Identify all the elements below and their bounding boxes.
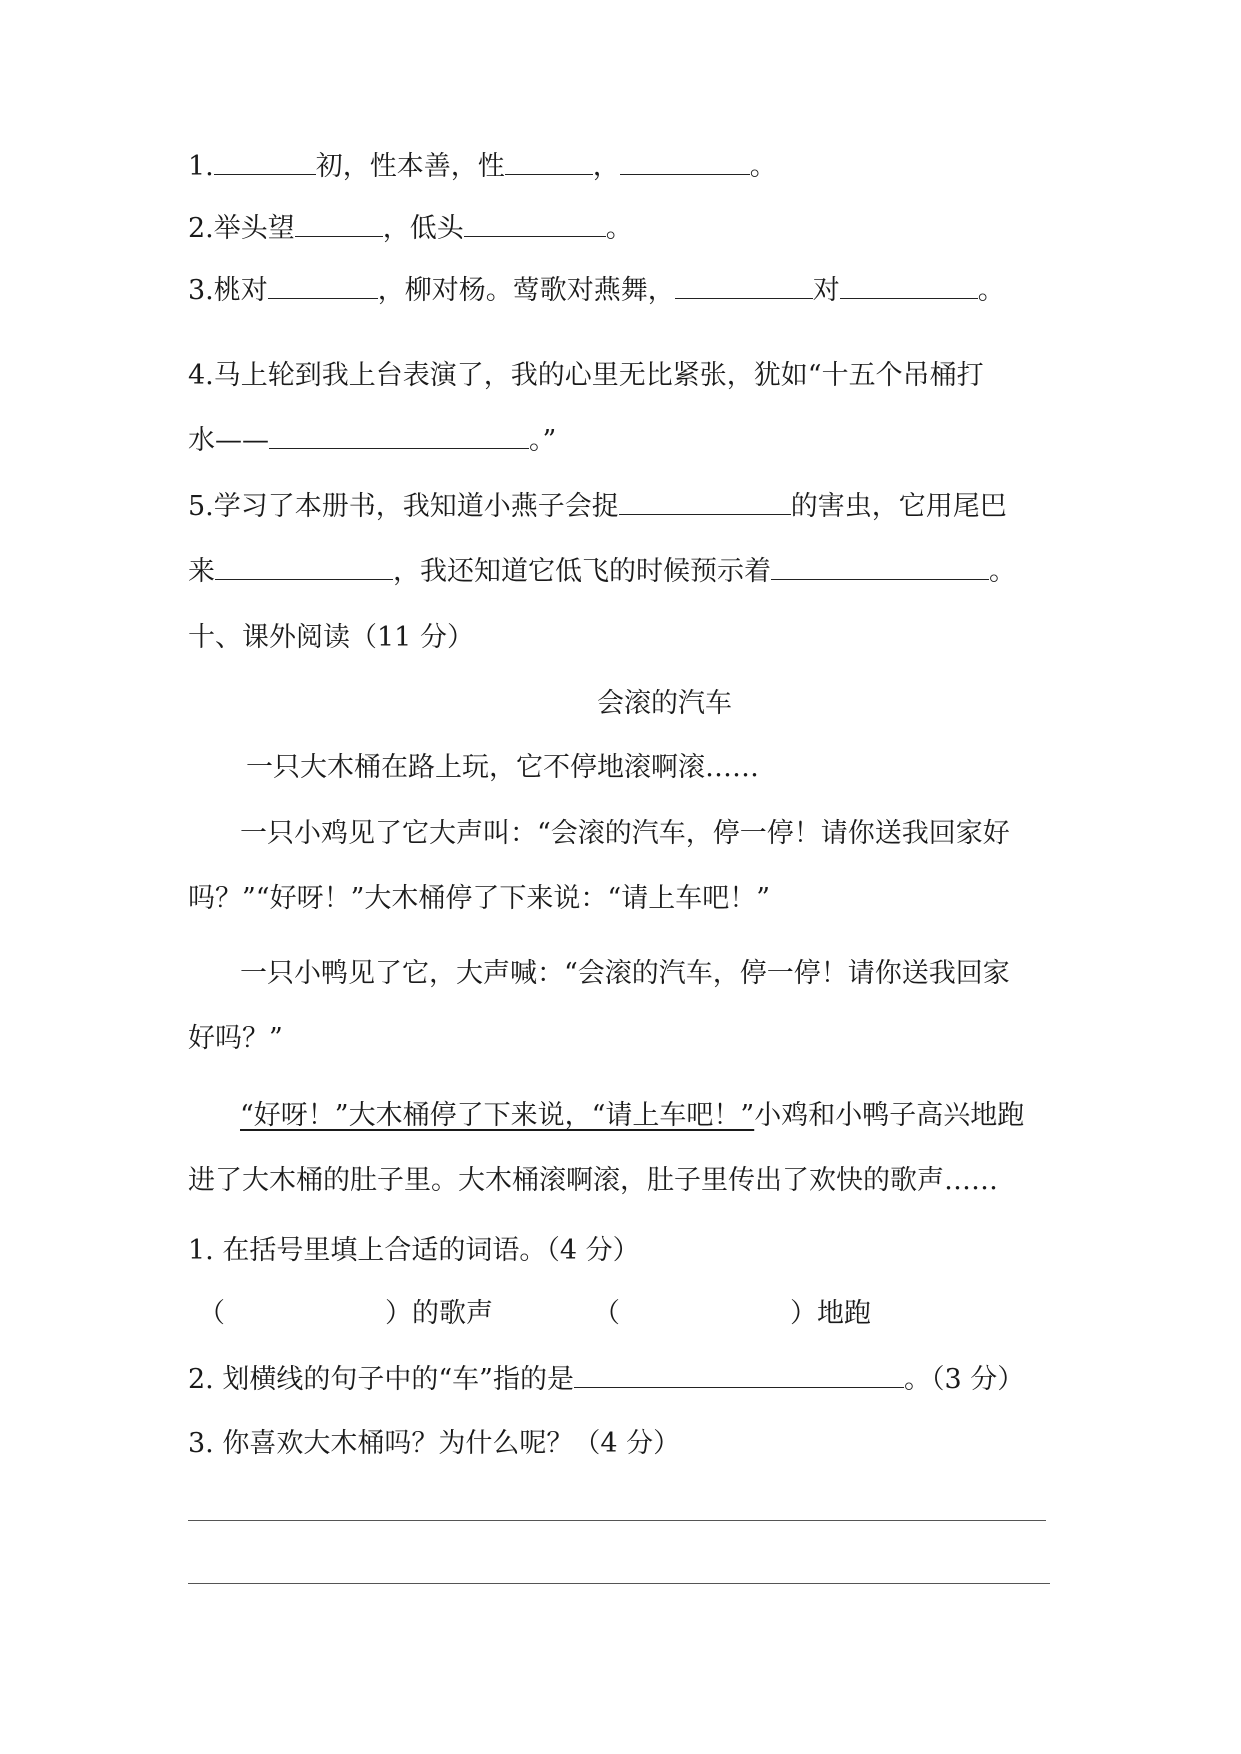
fill-q4-line1: 4.马上轮到我上台表演了，我的心里无比紧张，犹如“十五个吊桶打 [188,360,984,391]
q2-text-a: 举头望 [213,213,295,244]
paren-open-1: （ [198,1298,225,1329]
q3-text-c: 对 [812,275,840,306]
answer-line-1[interactable] [188,1520,1046,1521]
story-p4-rest: 小鸡和小鸭子高兴地跑 [754,1100,1025,1131]
q3-number: 3. [188,275,214,306]
q3-text-a: 桃对 [213,275,268,306]
fill-q3 [188,274,1005,307]
question-1-answers [198,1298,871,1330]
q5-text-e: 。 [989,556,1016,587]
q4-text-a: 水—— [188,425,269,456]
paren-close-1: ）的歌声 [385,1298,493,1329]
question-2 [188,1363,1024,1396]
q3-text-d: 。 [977,275,1005,306]
story-p3-line1: 一只小鸭见了它，大声喊：“会滚的汽车，停一停！请你送我回家 [240,958,1010,989]
q2-text-b: ，低头 [382,213,464,244]
blank-q3-1[interactable] [268,274,378,299]
blank-q5-2[interactable] [215,555,393,580]
q5-text-a: 5.学习了本册书，我知道小燕子会捉 [188,491,619,522]
story-p4-line1 [240,1100,1024,1132]
paren-close-2: ）地跑 [790,1298,871,1329]
fill-q5-line1 [188,490,1007,523]
question-1: 1. 在括号里填上合适的词语。（4 分） [188,1235,640,1266]
blank-q1-3[interactable] [620,150,750,175]
blank-q2-2[interactable] [464,212,606,237]
q3-text-b: ，柳对杨。莺歌对燕舞， [377,275,675,306]
paren-open-2: （ [593,1298,620,1329]
fill-q5-line2 [188,555,1016,588]
blank-q1-2[interactable] [505,150,593,175]
answer-line-2[interactable] [188,1583,1050,1584]
blank-q3-2[interactable] [675,274,813,299]
q1-text-c: 。 [749,151,777,182]
story-p3-line2: 好吗？” [188,1023,283,1054]
q1-text-a: 初，性本善，性 [315,151,505,182]
story-p4-line2: 进了大木桶的肚子里。大木桶滚啊滚，肚子里传出了欢快的歌声…… [188,1165,998,1196]
q1-text-b: ， [592,151,620,182]
q5-text-d: ，我还知道它低飞的时候预示着 [393,556,771,587]
blank-question-2[interactable] [574,1363,904,1388]
blank-q5-1[interactable] [619,490,791,515]
blank-q3-3[interactable] [840,274,978,299]
blank-q2-1[interactable] [295,212,383,237]
question-2-text: 2. 划横线的句子中的“车”指的是 [188,1364,574,1395]
blank-q1-1[interactable] [214,150,316,175]
story-p2-line2: 吗？”“好呀！”大木桶停了下来说：“请上车吧！” [188,883,771,914]
q1-number: 1. [188,151,214,182]
q5-text-c: 来 [188,556,215,587]
blank-q5-3[interactable] [771,555,989,580]
fill-q4-line2 [188,424,556,457]
story-title: 会滚的汽车 [597,688,732,719]
q5-text-b: 的害虫，它用尾巴 [790,491,1007,522]
question-3: 3. 你喜欢大木桶吗？为什么呢？（4 分） [188,1428,681,1459]
q2-number: 2. [188,213,214,244]
q2-text-c: 。 [605,213,633,244]
question-2-score: 。（3 分） [903,1364,1025,1395]
fill-q1 [188,150,777,183]
story-p2-line1: 一只小鸡见了它大声叫：“会滚的汽车，停一停！请你送我回家好 [240,818,1010,849]
fill-q2 [188,212,633,245]
blank-q4-1[interactable] [269,424,529,449]
section-heading: 十、课外阅读（11 分） [188,622,474,653]
underlined-sentence: “好呀！”大木桶停了下来说，“请上车吧！” [240,1100,755,1131]
story-p1: 一只大木桶在路上玩，它不停地滚啊滚…… [246,752,759,783]
q4-text-b: 。” [529,425,557,456]
